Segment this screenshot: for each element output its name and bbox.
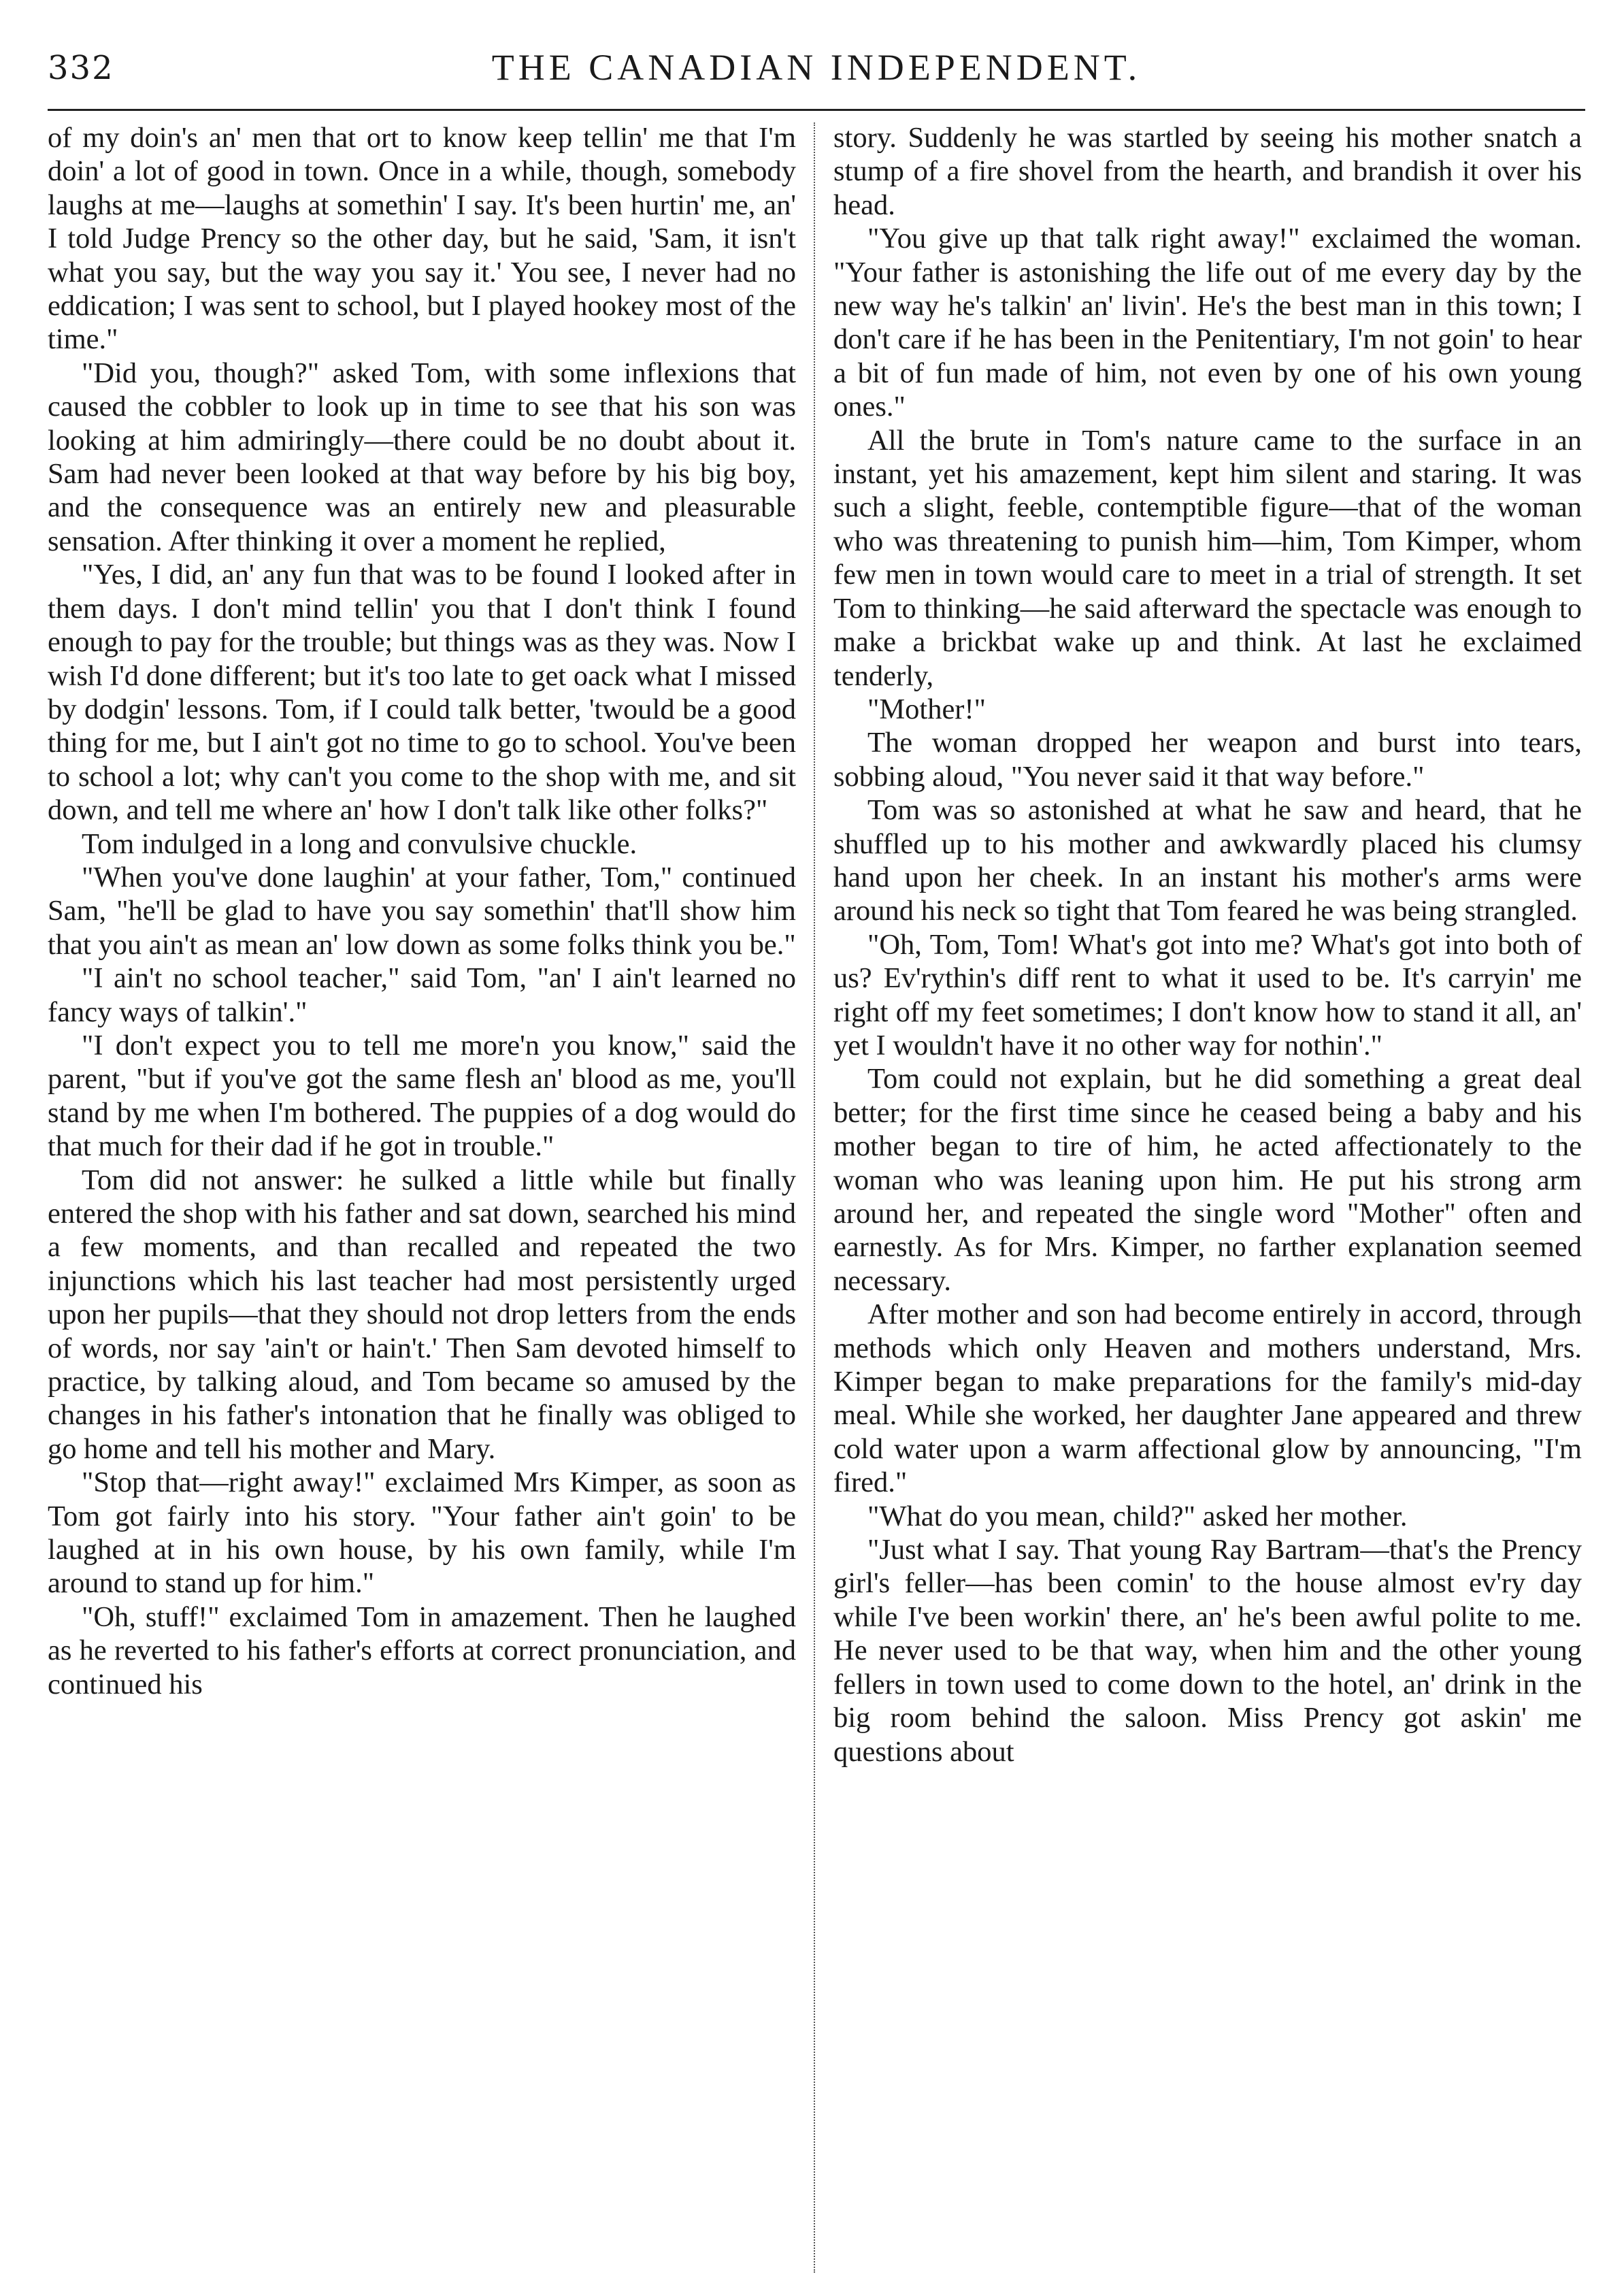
paragraph: "Oh, stuff!" exclaimed Tom in amazement. Then he laughed as he reverted to his father's efforts at correct pronunciation, and continued his	[48, 1600, 796, 1700]
paragraph: "You give up that talk right away!" exclaimed the woman. "Your father is astonishing the life out of me every day by the new way he's talkin' an' livin'. He's the best man in this town; I don't care if he has been in the Penitentiary, I'm not goin' to hear a bit of fun made of him, not even by one of his own young ones."	[833, 223, 1582, 423]
paragraph: "Just what I say. That young Ray Bartram—that's the Prency girl's feller—has been comin' to the house almost ev'ry day while I've been workin' there, an' he's been awful polite to me. He never used to be that way, when him and the other young fellers in town used to come down to the hotel, an' drink in the big room behind the saloon. Miss Prency got askin' me questions about	[833, 1534, 1582, 1768]
paragraph: Tom did not answer: he sulked a little while but finally entered the shop with his father and sat down, searched his mind a few moments, and than recalled and repeated the two injunctions which his last teacher had most persistently urged upon her pupils—that they should not drop letters from the ends of words, nor say 'ain't or hain't.' Then Sam devoted himself to practice, by talking aloud, and Tom became so amused by the changes in his father's intonation that he finally was obliged to go home and tell his mother and Mary.	[48, 1164, 796, 1465]
paragraph: "I don't expect you to tell me more'n you know," said the parent, "but if you've got the same flesh an' blood as me, you'll stand by me when I'm bothered. The puppies of a dog would do that much for their dad if he got in trouble."	[48, 1029, 796, 1163]
column-divider	[814, 122, 815, 2273]
paragraph: All the brute in Tom's nature came to the surface in an instant, yet his amazement, kept him silent and staring. It was such a slight, feeble, contemptible figure—that of the woman who was threatening to punish him—him, Tom Kimper, whom few men in town would care to meet in a trial of strength. It set Tom to thinking—he said afterward the spectacle was enough to make a brickbat wake up and think. At last he exclaimed tenderly,	[833, 424, 1582, 692]
left-column	[48, 121, 796, 2271]
journal-title: THE CANADIAN INDEPENDENT.	[491, 47, 1142, 88]
header-rule	[48, 109, 1585, 111]
paragraph: "I ain't no school teacher," said Tom, "an' I ain't learned no fancy ways of talkin'."	[48, 962, 796, 1028]
paragraph: Tom could not explain, but he did something a great deal better; for the first time since he ceased being a baby and his mother began to tire of him, he acted affectionately to the woman who was leaning upon him. He put his strong arm around her, and repeated the single word "Mother" often and earnestly. As for Mrs. Kimper, no farther explanation seemed necessary.	[833, 1063, 1582, 1297]
paragraph: "Did you, though?" asked Tom, with some inflexions that caused the cobbler to look up in time to see that his son was looking at him admiringly—there could be no doubt about it. Sam had never been looked at that way before by his big boy, and the consequence was an entirely new and pleasurable sensation. After thinking it over a moment he replied,	[48, 357, 796, 557]
paragraph: "Yes, I did, an' any fun that was to be found I looked after in them days. I don't mind tellin' you that I don't think I found enough to pay for the trouble; but things was as they was. Now I wish I'd done different; but it's too late to get oack what I missed by dodgin' lessons. Tom, if I could talk better, 'twould be a good thing for me, but I ain't got no time to go to school. You've been to school a lot; why can't you come to the shop with me, and sit down, and tell me where an' how I don't talk like other folks?"	[48, 559, 796, 827]
paragraph: The woman dropped her weapon and burst into tears, sobbing aloud, "You never said it that way before."	[833, 727, 1582, 793]
paragraph: "Oh, Tom, Tom! What's got into me? What's got into both of us? Ev'rythin's diff rent to what it used to be. It's carryin' me right off my feet sometimes; I don't know how to stand it all, an' yet I wouldn't have it no other way for nothin'."	[833, 928, 1582, 1062]
page-number: 332	[48, 49, 114, 87]
paragraph: "Mother!"	[867, 693, 986, 725]
paragraph: After mother and son had become entirely in accord, through methods which only Heaven and mothers understand, Mrs. Kimper began to make preparations for the family's mid-day meal. While she worked, her daughter Jane appeared and threw cold water upon a warm affectional glow by announcing, "I'm fired."	[833, 1298, 1582, 1499]
paragraph: "What do you mean, child?" asked her mother.	[867, 1500, 1408, 1532]
paragraph: story. Suddenly he was startled by seeing his mother snatch a stump of a fire shovel from the hearth, and brandish it over his head.	[833, 122, 1582, 221]
paragraph: "Stop that—right away!" exclaimed Mrs Kimper, as soon as Tom got fairly into his story. "Your father ain't goin' to be laughed at in his own house, by his own family, while I'm around to stand up for him."	[48, 1466, 796, 1600]
paragraph: of my doin's an' men that ort to know keep tellin' me that I'm doin' a lot of good in town. Once in a while, though, somebody laughs at me—laughs at somethin' I say. It's been hurtin' me, an' I told Judge Prency so the other day, but he said, 'Sam, it isn't what you say, but the way you say it.' You see, I never had no eddication; I was sent to school, but I played hookey most of the time."	[48, 122, 796, 356]
right-column	[833, 121, 1582, 2271]
paragraph: Tom was so astonished at what he saw and heard, that he shuffled up to his mother and awkwardly placed his clumsy hand upon her cheek. In an instant his mother's arms were around his neck so tight that Tom feared he was being strangled.	[833, 794, 1582, 927]
paragraph: "When you've done laughin' at your father, Tom," continued Sam, "he'll be glad to have you say somethin' that'll show him that you ain't as mean an' low down as some folks think you be."	[48, 861, 796, 961]
paragraph: Tom indulged in a long and convulsive chuckle.	[82, 827, 637, 860]
page-header	[48, 42, 1585, 110]
